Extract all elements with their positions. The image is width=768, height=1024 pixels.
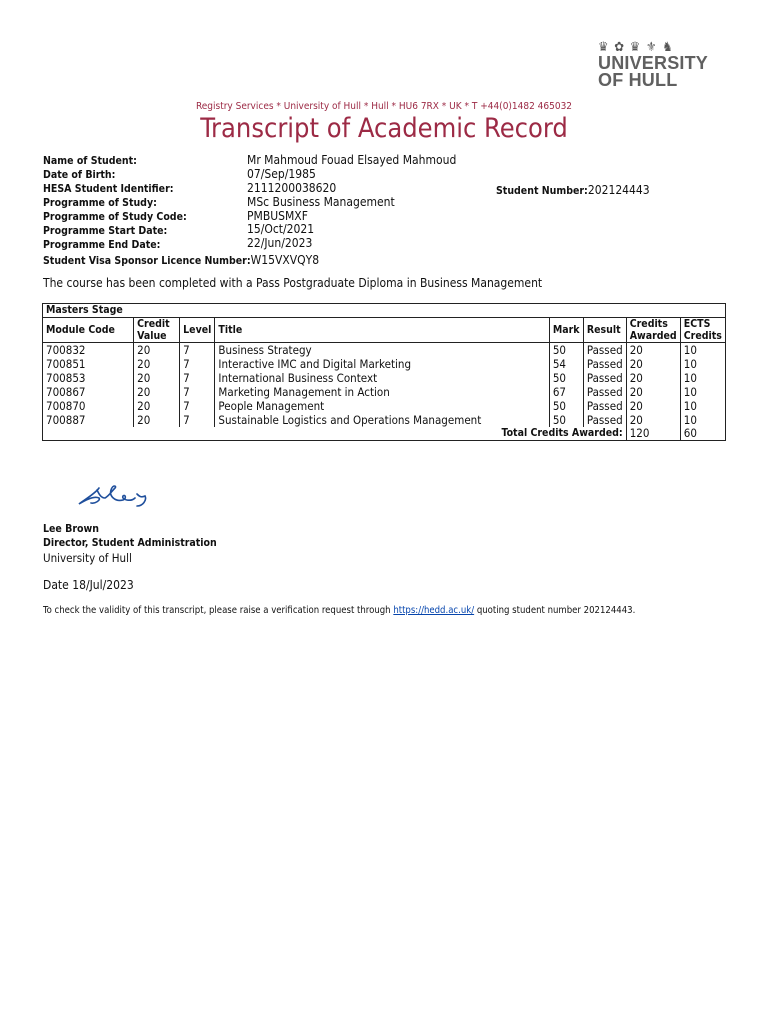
cell-level: 7 [180,357,215,371]
cell-result: Passed [583,385,626,399]
visa-value: W15VXVQY8 [250,253,320,267]
name-value: Mr Mahmoud Fouad Elsayed Mahmoud [247,153,457,167]
registry-line: Registry Services * University of Hull * Hull * HU6 7RX * UK * T +44(0)1482 465032 [195,101,573,112]
cell-credit: 20 [134,357,180,371]
table-row [43,413,726,427]
verify-prefix: To check the validity of this transcript, please raise a verification request through [43,605,394,616]
swan-icon: ♞ [662,40,674,55]
programme-label: Programme of Study: [43,197,157,209]
cell-level: 7 [180,399,215,413]
fleur-de-lis-icon: ⚜ [645,40,658,55]
cell-code: 700887 [43,413,134,427]
cell-mark: 50 [549,413,583,427]
cell-mark: 50 [549,343,583,358]
crown-icon-2: ♛ [629,40,642,55]
cell-mark: 50 [549,371,583,385]
hesa-label: HESA Student Identifier: [43,183,174,195]
cell-result: Passed [583,343,626,358]
cell-credit: 20 [134,413,180,427]
cell-credit: 20 [134,371,180,385]
cell-title: Marketing Management in Action [215,385,549,399]
cell-ects: 10 [680,371,725,385]
header-result: Result [583,318,626,343]
header-credit-value: Credit Value [134,318,180,343]
cell-credit: 20 [134,399,180,413]
module-table [42,303,726,441]
programme-code-label: Programme of Study Code: [43,211,187,223]
verification-note [43,605,635,616]
cell-code: 700853 [43,371,134,385]
cell-code: 700832 [43,343,134,358]
cell-level: 7 [180,385,215,399]
logo-university: UNIVERSITY [598,53,709,73]
logo-of-hull: OF HULL [598,70,678,90]
programme-value: MSc Business Management [247,195,395,209]
cell-awarded: 20 [626,343,680,358]
total-ects: 60 [680,427,725,441]
start-date-label: Programme Start Date: [43,225,168,237]
signatory-name: Lee Brown [43,523,99,535]
signatory-org: University of Hull [43,551,132,565]
signatory-role: Director, Student Administration [43,537,217,549]
cell-credit: 20 [134,343,180,358]
cell-code: 700851 [43,357,134,371]
cell-awarded: 20 [626,399,680,413]
rose-icon: ✿ [614,40,626,55]
cell-mark: 67 [549,385,583,399]
header-credits-awarded: Credits Awarded [626,318,680,343]
table-row [43,357,726,371]
cell-title: Sustainable Logistics and Operations Management [215,413,549,427]
start-date-value: 15/Oct/2021 [247,222,315,236]
name-label: Name of Student: [43,155,137,167]
header-mark: Mark [549,318,583,343]
page-title: Transcript of Academic Record [200,113,568,144]
student-number-label: Student Number: [496,185,588,197]
cell-awarded: 20 [626,371,680,385]
cell-result: Passed [583,371,626,385]
cell-mark: 50 [549,399,583,413]
visa-line [43,253,319,267]
cell-level: 7 [180,413,215,427]
student-number [496,183,650,197]
crown-icon: ♛ [598,40,610,55]
cell-awarded: 20 [626,357,680,371]
cell-code: 700867 [43,385,134,399]
dob-value: 07/Sep/1985 [247,167,316,181]
hesa-value: 2111200038620 [247,181,337,195]
total-label: Total Credits Awarded: [43,427,627,441]
cell-result: Passed [583,399,626,413]
cell-ects: 10 [680,357,725,371]
cell-title: People Management [215,399,549,413]
table-row [43,399,726,413]
end-date-label: Programme End Date: [43,239,161,251]
end-date-value: 22/Jun/2023 [247,236,313,250]
cell-mark: 54 [549,357,583,371]
cell-level: 7 [180,343,215,358]
university-logo [598,40,723,89]
header-title: Title [215,318,549,343]
cell-credit: 20 [134,385,180,399]
cell-code: 700870 [43,399,134,413]
dob-label: Date of Birth: [43,169,116,181]
programme-code-value: PMBUSMXF [247,209,308,223]
course-statement: The course has been completed with a Pass Postgraduate Diploma in Business Management [43,276,543,290]
verify-suffix: quoting student number 202124443. [474,605,636,616]
cell-ects: 10 [680,413,725,427]
header-level: Level [180,318,215,343]
cell-result: Passed [583,413,626,427]
table-row [43,343,726,358]
stage-label: Masters Stage [43,304,726,318]
signature-image [75,476,157,518]
cell-title: Interactive IMC and Digital Marketing [215,357,549,371]
hedd-link[interactable]: https://hedd.ac.uk/ [393,605,475,616]
cell-level: 7 [180,371,215,385]
cell-awarded: 20 [626,413,680,427]
cell-result: Passed [583,357,626,371]
header-module-code: Module Code [43,318,134,343]
student-number-value: 202124443 [587,183,650,197]
table-row [43,371,726,385]
header-ects: ECTS Credits [680,318,725,343]
total-credits: 120 [626,427,680,441]
issue-date: Date 18/Jul/2023 [43,578,134,592]
cell-title: International Business Context [215,371,549,385]
cell-awarded: 20 [626,385,680,399]
cell-ects: 10 [680,343,725,358]
cell-ects: 10 [680,385,725,399]
cell-ects: 10 [680,399,725,413]
visa-label: Student Visa Sponsor Licence Number: [43,255,251,267]
table-row [43,385,726,399]
total-row [43,427,726,441]
cell-title: Business Strategy [215,343,549,358]
